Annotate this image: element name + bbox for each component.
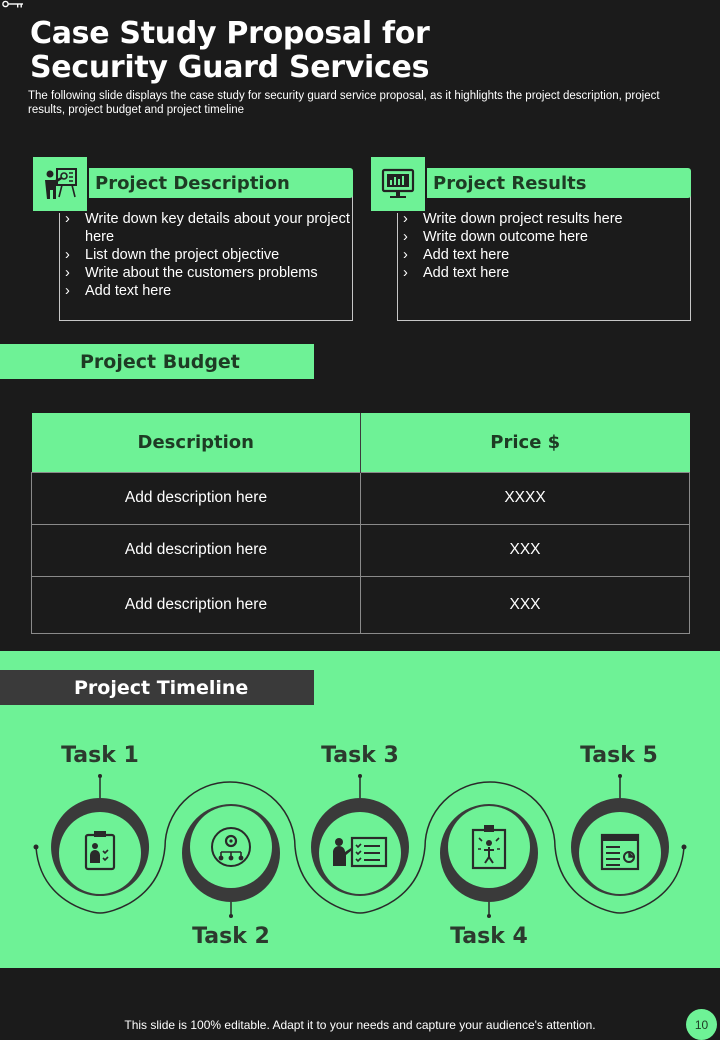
task-label: Task 1 [61,743,139,768]
table-header-row [32,413,690,472]
task-label: Task 5 [580,743,658,768]
page-title: Case Study Proposal for Security Guard Services [30,16,430,85]
list-item: › Add text here [403,247,510,263]
task-5-node [571,774,669,896]
section-heading: Project Budget [80,351,240,373]
card-bullet-list [65,210,353,300]
chevron-right-icon: › [403,247,408,263]
list-item: › Add text here [65,283,172,299]
table-cell: XXX [361,576,690,633]
table-cell: Add description here [32,524,361,576]
card-heading: Project Description [95,173,290,194]
task-label: Task 4 [450,924,528,949]
task-1-node [51,774,149,896]
list-item: › List down the project objective [65,247,280,263]
task-3-node [311,774,409,896]
chevron-right-icon: › [403,229,408,245]
chevron-right-icon: › [65,211,70,227]
list-item: › Write down project results here [403,211,623,227]
task-2-node [182,804,280,918]
key-icon [2,0,24,8]
task-label: Task 3 [321,743,399,768]
chevron-right-icon: › [403,211,408,227]
budget-table [31,413,690,634]
table-row [32,576,690,633]
page-subtitle: The following slide displays the case study for security guard service proposal, as it highlights the project description, project results, project budget and project timeline [28,90,660,116]
column-header: Price $ [361,413,690,472]
task-4-node [440,804,538,918]
chevron-right-icon: › [65,265,70,281]
table-row [32,472,690,524]
table-row [32,524,690,576]
section-heading: Project Timeline [74,677,249,699]
project-budget-banner [0,344,314,379]
presentation-board-icon [31,155,89,213]
list-item: › Write down key details about your project here [65,211,350,245]
timeline-graphic [0,651,720,968]
list-item: › Write down outcome here [403,229,588,245]
project-timeline-section [0,651,720,968]
monitor-chart-icon [369,155,427,213]
list-item: › Add text here [403,265,510,281]
project-description-card [31,155,353,321]
chevron-right-icon: › [65,247,70,263]
task-label: Task 2 [192,924,270,949]
table-cell: Add description here [32,472,361,524]
chevron-right-icon: › [65,283,70,299]
page-number-badge: 10 [686,1009,717,1040]
card-bullet-list [403,210,623,282]
table-cell: XXX [361,524,690,576]
chevron-right-icon: › [403,265,408,281]
footer-note: This slide is 100% editable. Adapt it to your needs and capture your audience's attention. [124,1018,596,1032]
project-results-card [369,155,691,321]
column-header: Description [32,413,361,472]
table-cell: XXXX [361,472,690,524]
card-heading: Project Results [433,173,587,194]
table-cell: Add description here [32,576,361,633]
list-item: › Write about the customers problems [65,265,318,281]
